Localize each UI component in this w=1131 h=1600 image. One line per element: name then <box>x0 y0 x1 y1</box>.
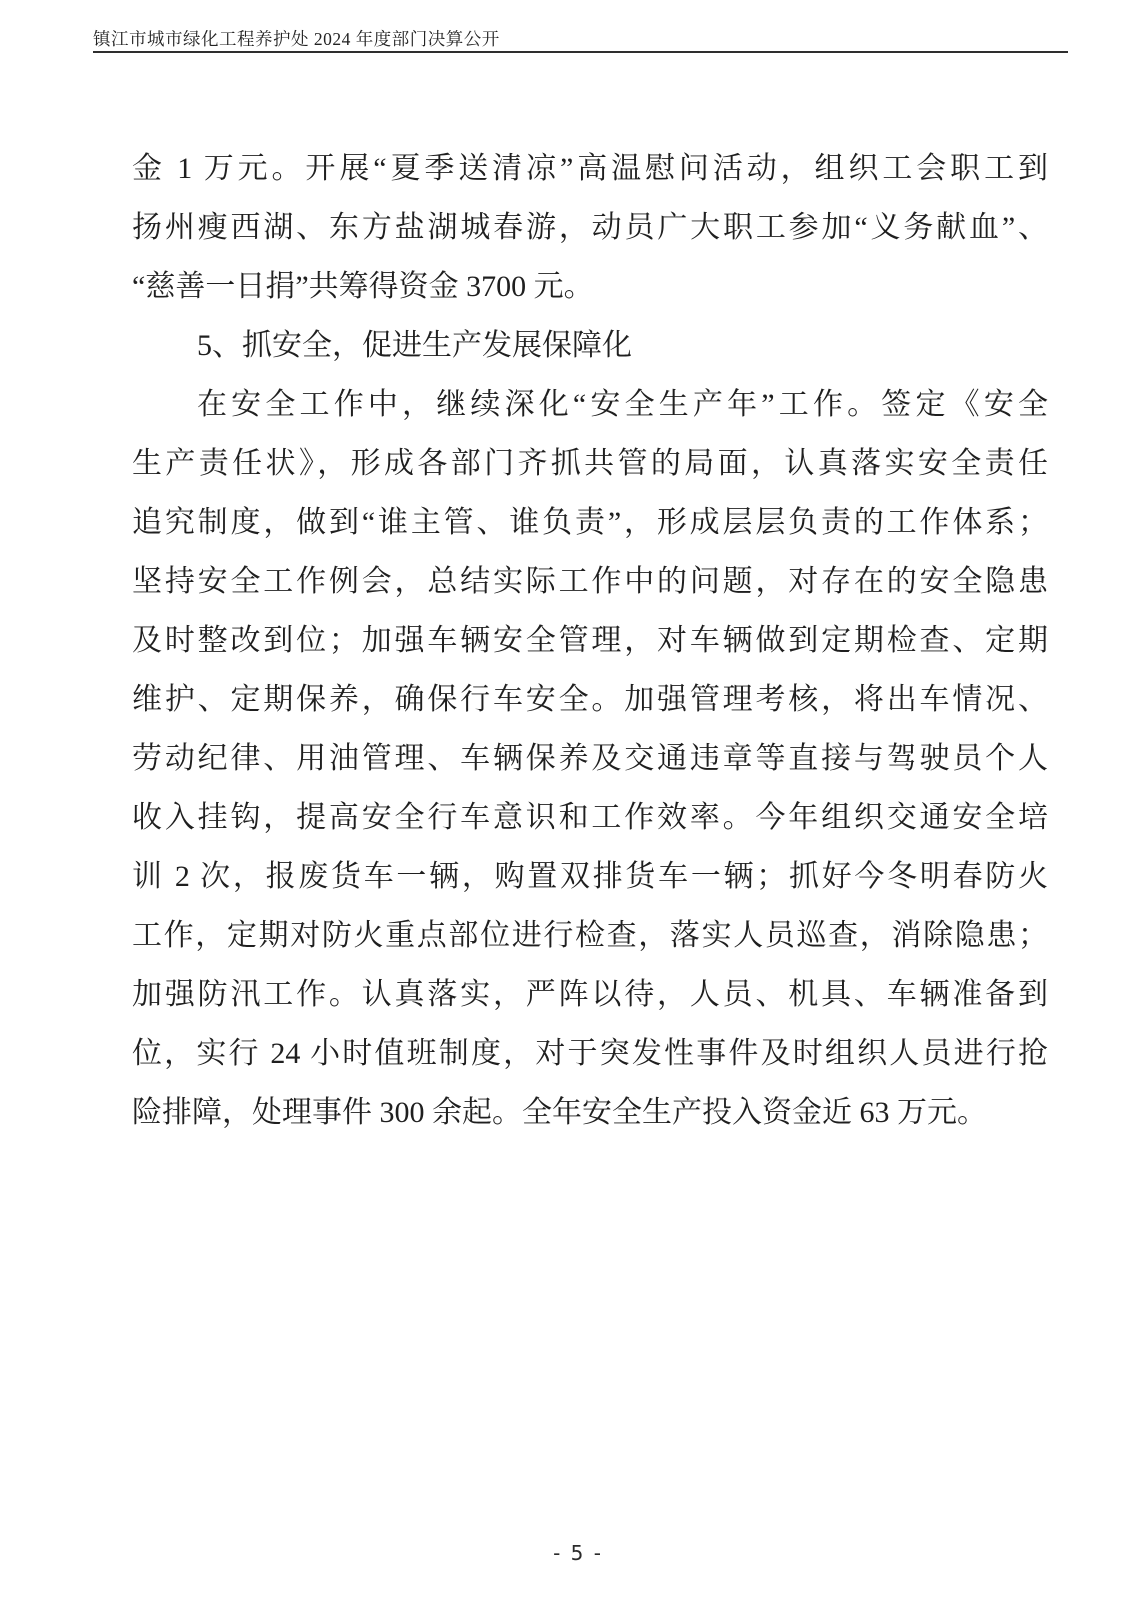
page-number: - 5 - <box>553 1541 603 1565</box>
page-footer <box>0 1541 1131 1565</box>
text-line: 位，实行 24 小时值班制度，对于突发性事件及时组织人员进行抢 <box>132 1037 1048 1070</box>
text-line: 维护、定期保养，确保行车安全。加强管理考核，将出车情况、 <box>132 683 1048 716</box>
text-line: 金 1 万元。开展“夏季送清凉”高温慰问活动，组织工会职工到 <box>132 152 1048 185</box>
text-line: 及时整改到位；加强车辆安全管理，对车辆做到定期检查、定期 <box>132 624 1048 657</box>
text-line: 训 2 次，报废货车一辆，购置双排货车一辆；抓好今冬明春防火 <box>132 860 1048 893</box>
text-line: 在安全工作中，继续深化“安全生产年”工作。签定《安全 <box>197 388 1048 421</box>
page-header <box>93 26 500 51</box>
text-line: 5、抓安全，促进生产发展保障化 <box>197 329 632 362</box>
header-rule <box>93 51 1068 53</box>
text-line: 扬州瘦西湖、东方盐湖城春游，动员广大职工参加“义务献血”、 <box>132 211 1048 244</box>
text-line: 工作，定期对防火重点部位进行检查，落实人员巡查，消除隐患； <box>132 919 1048 952</box>
text-line: 追究制度，做到“谁主管、谁负责”，形成层层负责的工作体系； <box>132 506 1048 539</box>
text-line: 加强防汛工作。认真落实，严阵以待，人员、机具、车辆准备到 <box>132 978 1048 1011</box>
text-line: 生产责任状》，形成各部门齐抓共管的局面，认真落实安全责任 <box>132 447 1048 480</box>
text-line: 收入挂钩，提高安全行车意识和工作效率。今年组织交通安全培 <box>132 801 1048 834</box>
header-title: 镇江市城市绿化工程养护处 2024 年度部门决算公开 <box>93 29 500 49</box>
document-body <box>132 139 1048 1142</box>
text-line: “慈善一日捐”共筹得资金 3700 元。 <box>132 270 594 303</box>
text-line: 坚持安全工作例会，总结实际工作中的问题，对存在的安全隐患 <box>132 565 1048 598</box>
text-line: 劳动纪律、用油管理、车辆保养及交通违章等直接与驾驶员个人 <box>132 742 1048 775</box>
text-line: 险排障，处理事件 300 余起。全年安全生产投入资金近 63 万元。 <box>132 1096 987 1129</box>
